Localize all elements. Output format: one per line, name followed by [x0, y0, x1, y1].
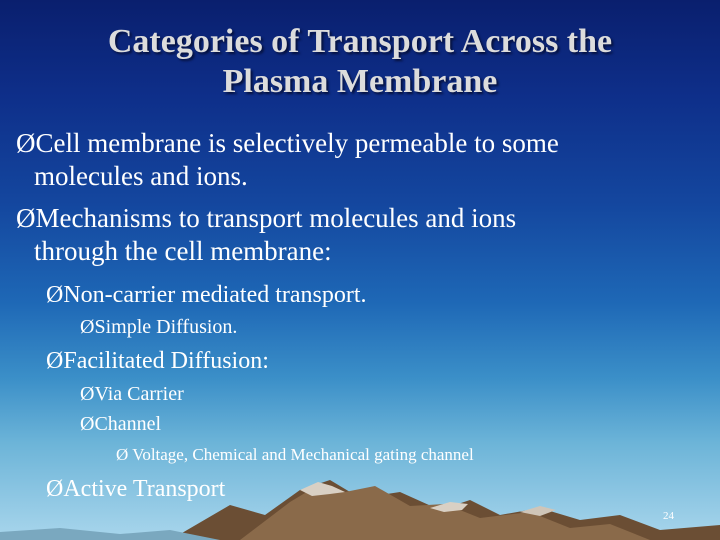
title-line-2: Plasma Membrane [222, 63, 498, 100]
sub-bullet-non-carrier [46, 281, 367, 309]
sub-bullet-facilitated [46, 347, 269, 375]
bullet-arrow-icon: Ø [80, 383, 95, 405]
bullet-arrow-icon: Ø [116, 445, 129, 464]
bullet-arrow-icon: Ø [80, 413, 95, 435]
bullet-item-2 [16, 202, 516, 235]
slide-title [0, 22, 720, 102]
sub-bullet-via-carrier [80, 382, 184, 406]
bullet-arrow-icon: Ø [16, 203, 36, 233]
bullet-text: Simple Diffusion. [94, 316, 238, 338]
bullet-text: Mechanisms to transport molecules and ions [35, 203, 517, 233]
bullet-text: Channel [94, 413, 162, 435]
bullet-text: Facilitated Diffusion: [63, 348, 269, 374]
bullet-text: Voltage, Chemical and Mechanical gating channel [132, 445, 474, 464]
bullet-text: Via Carrier [94, 383, 184, 405]
bullet-arrow-icon: Ø [46, 348, 64, 374]
bullet-text: Non-carrier mediated transport. [63, 282, 367, 308]
bullet-arrow-icon: Ø [16, 128, 36, 158]
bullet-item-1-continued: molecules and ions. [34, 161, 248, 191]
sub-bullet-simple-diffusion [80, 315, 237, 339]
bullet-arrow-icon: Ø [46, 476, 64, 502]
page-number: 24 [663, 510, 674, 522]
sub-bullet-channel [80, 412, 161, 436]
bullet-arrow-icon: Ø [46, 282, 64, 308]
bullet-text: Active Transport [63, 476, 226, 502]
bullet-item-1 [16, 127, 559, 160]
bullet-arrow-icon: Ø [80, 316, 95, 338]
sub-bullet-active [46, 475, 225, 503]
title-line-1: Categories of Transport Across the [107, 23, 613, 60]
bullet-text: Cell membrane is selectively permeable to some [35, 128, 559, 158]
bullet-item-2-continued: through the cell membrane: [34, 236, 332, 266]
sub-bullet-gating [116, 445, 474, 465]
